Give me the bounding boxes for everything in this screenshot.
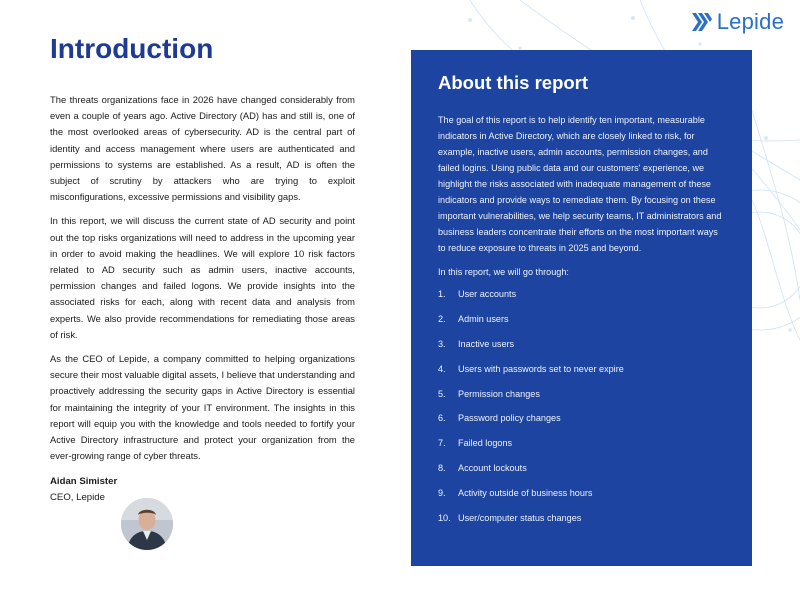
list-item-label: User/computer status changes <box>458 513 582 524</box>
author-title: CEO, Lepide <box>50 492 105 504</box>
list-item <box>438 313 726 338</box>
list-item <box>438 462 726 487</box>
lepide-logo-icon <box>692 11 712 33</box>
list-item-label: Permission changes <box>458 388 540 399</box>
intro-paragraph-3: As the CEO of Lepide, a company committed to helping organizations secure their most valuable digital assets, I believe that understanding and proactively addressing the security gaps in Active Directory is essential for maintaining the integrity of your IT environment. The insights in this report will equip you with the knowledge and tools needed to fortify your Active Directory infrastructure and protect your organization from the ever-growing range of cyber threats. <box>50 353 355 462</box>
brand-logo <box>692 9 784 35</box>
page-title: Introduction <box>50 33 214 64</box>
about-list-intro: In this report, we will go through: <box>438 267 569 277</box>
list-item-number: 5. <box>438 388 446 399</box>
introduction-text <box>50 92 355 506</box>
author-name: Aidan Simister <box>50 476 118 488</box>
intro-paragraph-2: In this report, we will discuss the current state of AD security and point out the top risks organizations will need to address in the upcoming year in order to avoid making the headlines. We will explore 10 risk factors related to AD security such as admin users, inactive accounts, permission changes and failed logons. We provide insights into the associated risks for each, along with recent data and analysis from experts. We also provide recommendations for remediating those areas of risk. <box>50 215 355 340</box>
list-item <box>438 288 726 313</box>
list-item <box>438 412 726 437</box>
list-item-number: 3. <box>438 338 446 349</box>
list-item-label: Admin users <box>458 313 509 324</box>
list-item-number: 1. <box>438 289 446 299</box>
list-item <box>438 437 726 462</box>
about-description: The goal of this report is to help identify ten important, measurable indicators in Active Directory, which are closely linked to risk, for example, inactive users, admin accounts, permission changes, and failed logins. Using public data and our customers' experience, we highlight the risks associated with inadequate management of these indicators and provide ways to remediate them. By focusing on these important vulnerabilities, we help security teams, IT administrators and business leaders concentrate their efforts on the most important ways to reduce exposure to threats in 2025 and beyond. <box>438 115 722 253</box>
about-title: About this report <box>438 72 589 93</box>
list-item-number: 7. <box>438 438 446 449</box>
author-photo <box>121 498 173 550</box>
list-item-number: 6. <box>438 413 446 424</box>
risk-factor-list <box>438 288 726 537</box>
list-item <box>438 388 726 413</box>
list-item <box>438 338 726 363</box>
list-item-label: Inactive users <box>458 338 515 349</box>
list-item-number: 4. <box>438 363 446 374</box>
list-item-label: Users with passwords set to never expire <box>458 363 624 374</box>
brand-name: Lepide <box>716 9 784 34</box>
list-item-number: 10. <box>438 513 451 524</box>
list-item-label: Failed logons <box>458 438 513 449</box>
intro-paragraph-1: The threats organizations face in 2026 have changed considerably from even a couple of years ago. Active Directory (AD) has and still is, one of the most overlooked areas of cybersecurity. AD is the central part of identity and access management where users are authenticated and permissions to systems are established. As a result, AD is often the subject of scrutiny by attackers who are trying to exploit misconfigurations, excessive permissions and visibility gaps. <box>50 94 355 203</box>
list-item-number: 2. <box>438 313 446 324</box>
about-report-panel <box>411 50 752 566</box>
list-item <box>438 363 726 388</box>
list-item-label: Activity outside of business hours <box>458 488 593 499</box>
list-item-number: 8. <box>438 463 446 474</box>
list-item-label: Account lockouts <box>458 463 527 474</box>
list-item <box>438 487 726 512</box>
list-item-label: Password policy changes <box>458 413 561 424</box>
list-item-number: 9. <box>438 488 446 499</box>
list-item <box>438 512 726 537</box>
list-item-label: User accounts <box>458 289 517 299</box>
